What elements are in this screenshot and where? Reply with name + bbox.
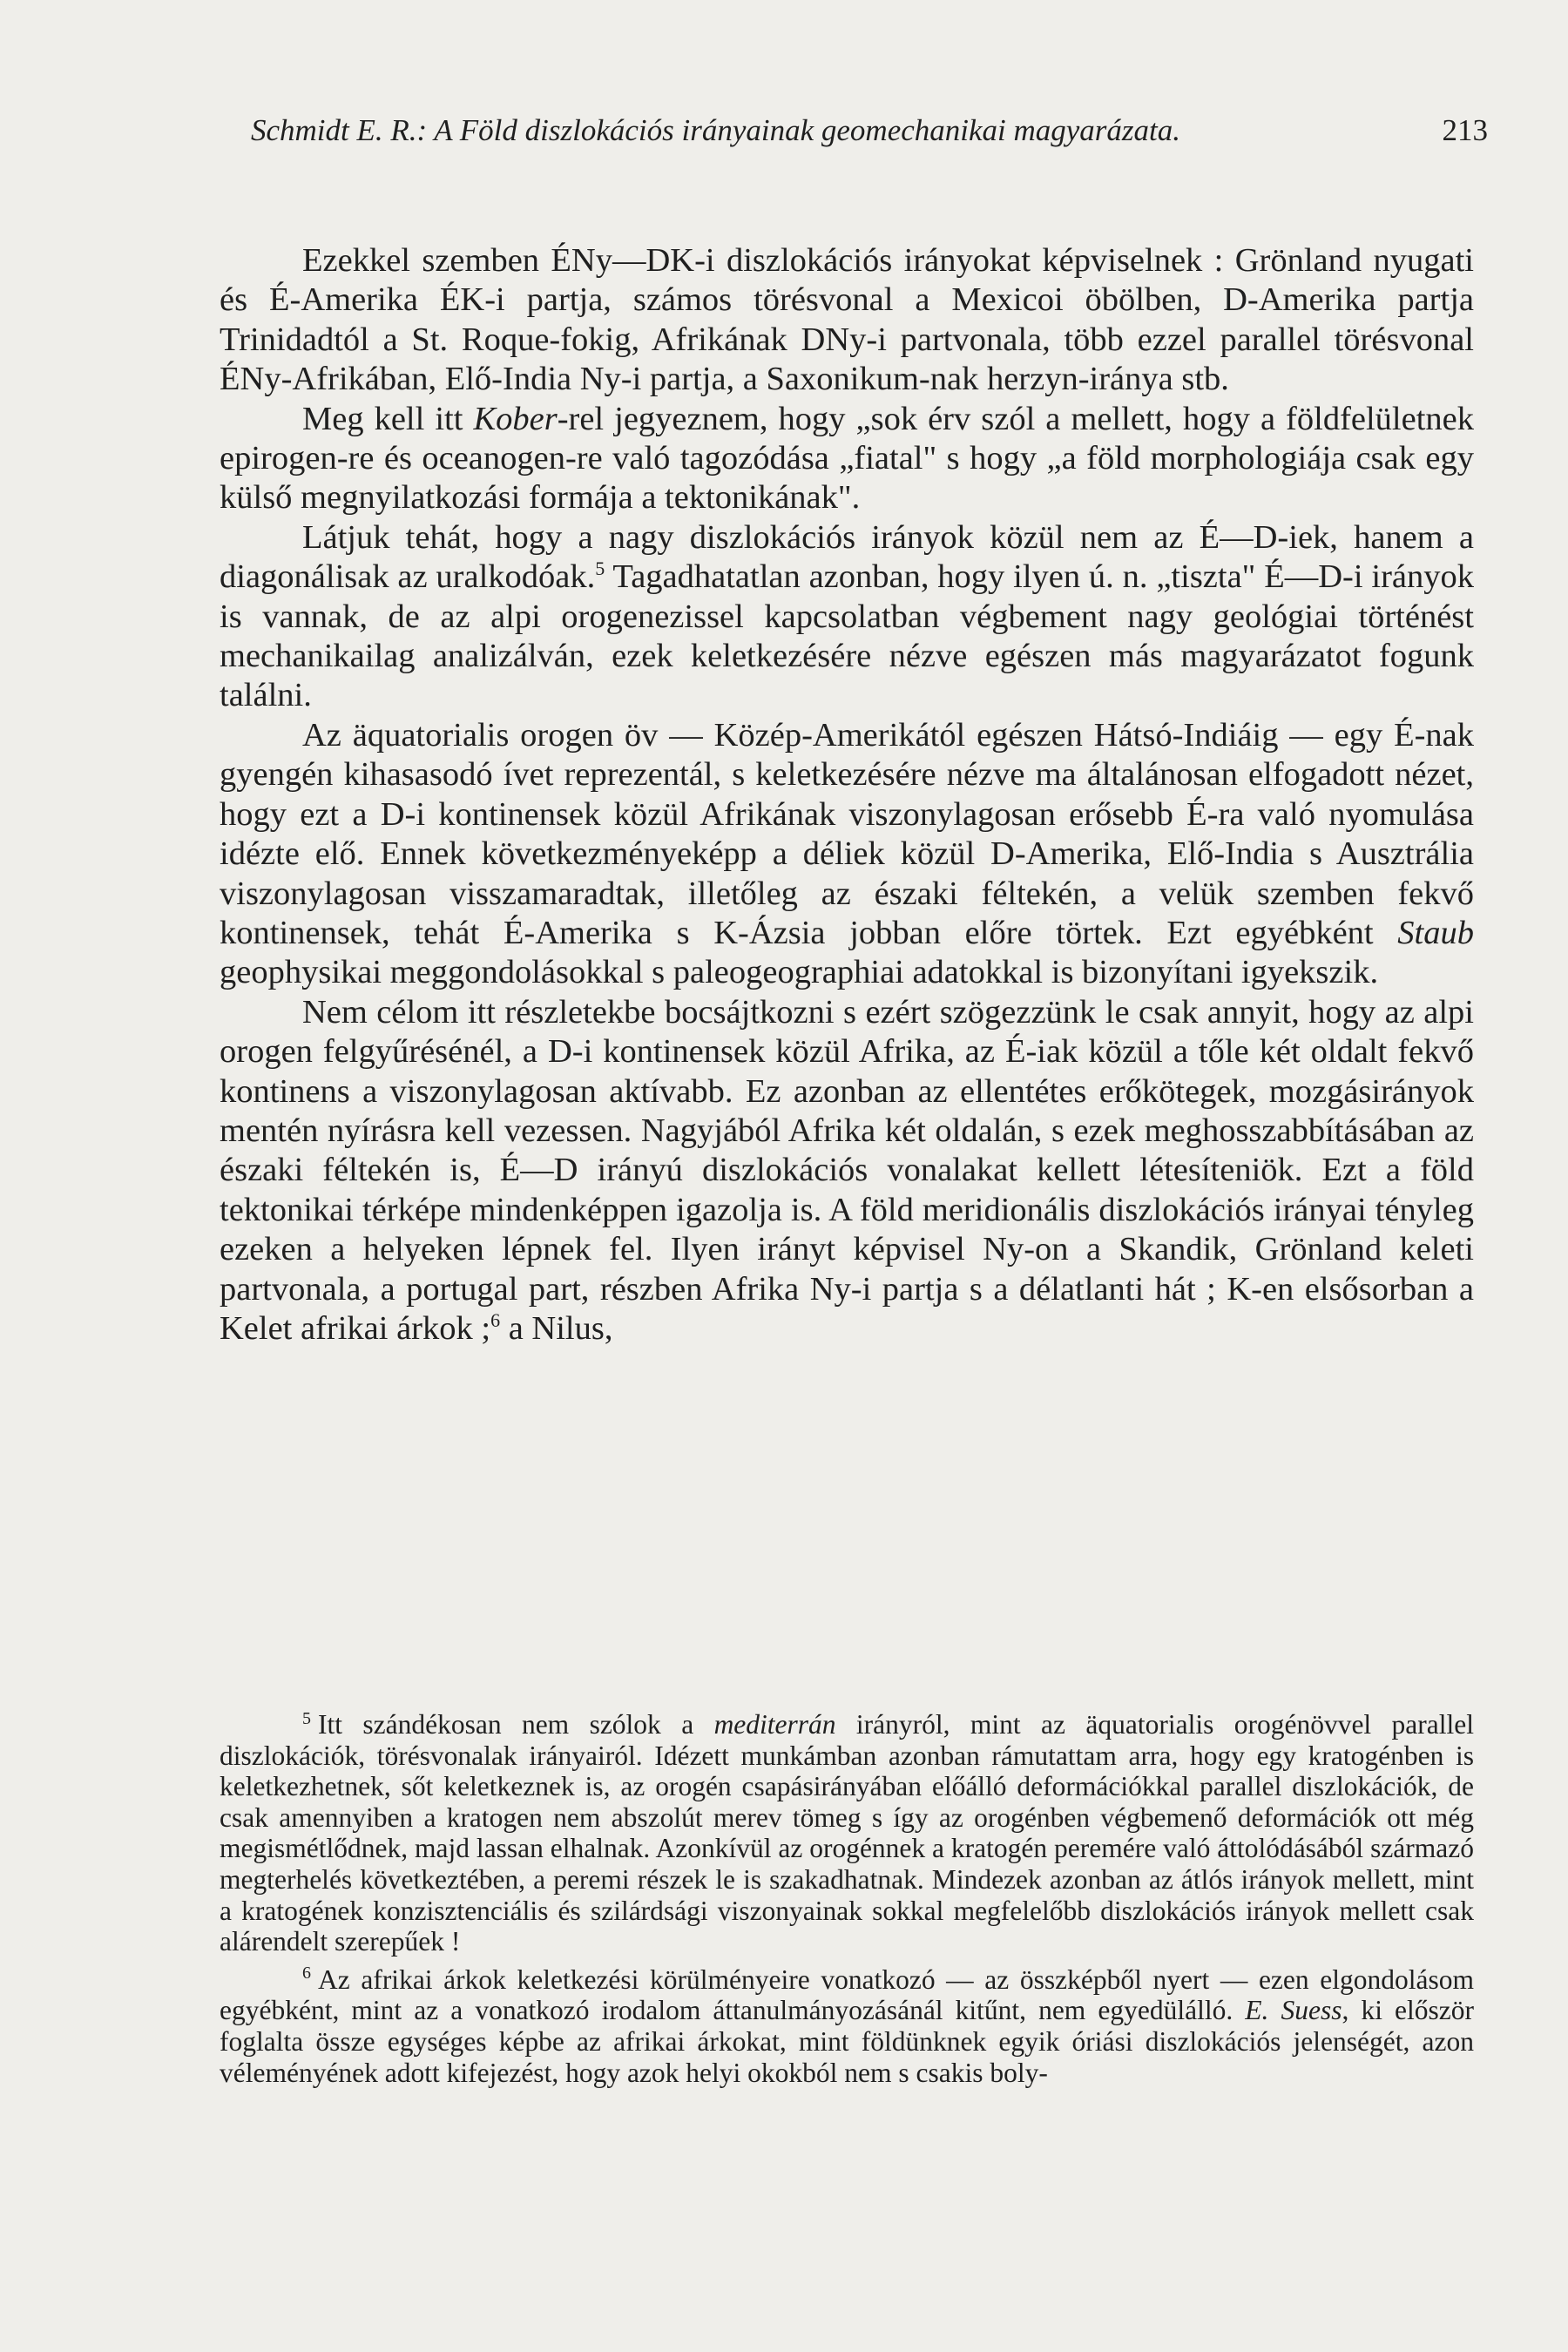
paragraph-5: Nem célom itt részletekbe bocsájtkozni s ezért szögezzünk le csak annyit, hogy az alpi orogen felgyűrésénél, a D-i kontinensek közül Afrika, az É-iak közül a tőle két oldalt fekvő kontinens a viszonylagosan aktívabb. Ez azonban az ellentétes erőkötegek, mozgásirányok mentén nyírásra kell vezessen. Nagyjából Afrika két oldalán, s ezek meghosszabbításában az északi féltekén is, É—D irányú diszlokációs vonalakat kellett létesíteniök. Ezt a föld tektonikai térképe mindenképpen igazolja is. A föld meridionális diszlokációs irányai tényleg ezeken a helyeken lépnek fel. Ilyen irányt képvisel Ny-on a Skandik, Grönland keleti partvonala, a portugal part, részben Afrika Ny-i partja s a délatlanti hát ; K-en elsősorban a Kelet afrikai árkok ;$^6$ a Nilus, bbox=[220, 993, 1474, 1347]
footnotes bbox=[220, 1709, 1474, 2095]
footnote-5-mark: 5 bbox=[302, 1708, 311, 1728]
running-header bbox=[251, 111, 1488, 151]
author-kober: Kober bbox=[473, 400, 558, 437]
main-text bbox=[220, 241, 1474, 1348]
paragraph-3: Látjuk tehát, hogy a nagy diszlokációs irányok közül nem az É—D-iek, hanem a diagonálisak az uralkodóak.$^5$ Tagadhatatlan azonban, hogy ilyen ú. n. „tiszta" É—D-i irányok is vannak, de az alpi orogenezissel kapcsolatban végbement nagy geológiai történést mechanikailag analizálván, ezek keletkezésére nézve egészen más magyarázatot fogunk találni. bbox=[220, 518, 1474, 714]
footnote-5: $^5$ Itt szándékosan nem szólok a mediterrán irányról, mint az äquatorialis orogénövvel parallel diszlokációk, törésvonalak irányairól. Idézett munkámban azonban rámutattam arra, hogy egy kratogénben is keletkezhetnek, sőt keletkeznek is, az orogén csapásirányában előálló deformációkkal parallel diszlokációk, de csak amennyiben a kratogen nem abszolút merev tömeg s így az orogénben végbemenő deformációk ott még megismétlődnek, majd lassan elhalnak. Azonkívül az orogénnek a kratogén peremére való áttolódásából származó megterhelés következtében, a peremi részek le is szakadhatnak. Mindezek azonban az átlós irányok mellett, mint a kratogének konzisztenciális és szilárdsági viszonyainak sokkal megfelelőbb diszlokációs irányok mellett csak alárendelt szerepűek ! bbox=[220, 1708, 1474, 1957]
author-suess: E. Suess bbox=[1245, 1995, 1342, 2026]
footnote-6: $^6$ Az afrikai árkok keletkezési körülményeire vonatkozó — az összképből nyert — ezen elgondolásom egyébként, mint az a vonatkozó irodalom áttanulmányozásánál kitűnt, nem egyedülálló. E. Suess, ki először foglalta össze egységes képbe az afrikai árkokat, mint földünknek egyik óriási diszlokációs jelenségét, azon véleményének adott kifejezést, hogy azok helyi okokból nem s csakis boly- bbox=[220, 1963, 1474, 2088]
footnote-ref-6[interactable]: 6 bbox=[490, 1309, 501, 1332]
page-number: 213 bbox=[1442, 113, 1488, 147]
author-staub: Staub bbox=[1397, 914, 1474, 951]
footnote-ref-5[interactable]: 5 bbox=[595, 558, 605, 580]
paragraph-2: Meg kell itt Kober-rel jegyeznem, hogy „sok érv szól a mellett, hogy a földfelületnek epirogen-re és oceanogen-re való tagozódása „fiatal" s hogy „a föld morphologiája csak egy külső megnyilatkozási formája a tektonikának". bbox=[220, 400, 1474, 517]
term-mediterran: mediterrán bbox=[713, 1709, 836, 1740]
paragraph-1: Ezekkel szemben ÉNy—DK-i diszlokációs irányokat képviselnek : Grönland nyugati és É-Amerika ÉK-i partja, számos törésvonal a Mexicoi öbölben, D-Amerika partja Trinidadtól a St. Roque-fokig, Afrikának DNy-i partvonala, több ezzel parallel törésvonal ÉNy-Afrikában, Elő-India Ny-i partja, a Saxonikum-nak herzyn-iránya stb. bbox=[220, 242, 1474, 398]
paragraph-4: Az äquatorialis orogen öv — Közép-Amerikától egészen Hátsó-Indiáig — egy É-nak gyengén kihasasodó ívet reprezentál, s keletkezésére nézve ma általánosan elfogadott nézet, hogy ezt a D-i kontinensek közül Afrikának viszonylagosan erősebb É-ra való nyomulása idézte elő. Ennek következményeképp a déliek közül D-Amerika, Elő-India s Ausztrália viszonylagosan visszamaradtak, illetőleg az északi féltekén, a velük szemben fekvő kontinensek, tehát É-Amerika s K-Ázsia jobban előre törtek. Ezt egyébként Staub geophysikai meggondolásokkal s paleogeographiai adatokkal is bizonyítani igyekszik. bbox=[220, 716, 1474, 991]
running-title: Schmidt E. R.: A Föld diszlokációs irányainak geomechanikai magyarázata. bbox=[251, 113, 1181, 147]
footnote-6-mark: 6 bbox=[302, 1963, 311, 1984]
